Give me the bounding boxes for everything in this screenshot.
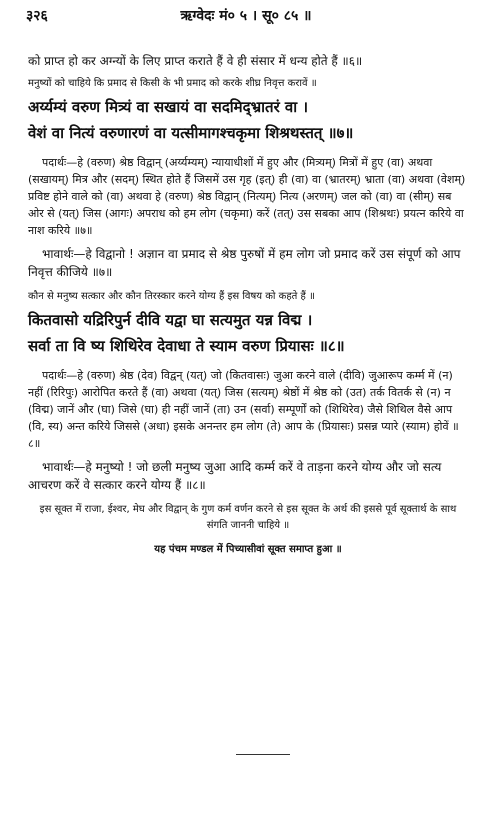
padartha-7: पदार्थः—हे (वरुण) श्रेष्ठ विद्वान् (अर्य्यम्यम्) न्यायाधीशों में हुए और (मित्र्यम्) मित्रों में हुए (वा) अथवा (सखायम्) मित्र और (सदम्) स्थित होते हैं जिसमें उस गृह (इत्) ही (वा) वा (भ्रातरम्) भ्राता (वा) अथवा (वेशम्) प्रविष्ट होने वाले को (वा) अथवा हे (वरुण) श्रेष्ठ विद्वान् (नित्यम्) नित्य (अरणम्) जल को (वा) वा (सीम्) सब ओर से (यत्) जिस (आगः) अपराध को हम लोग (चकृमा) करें (तत्) उस सबका आप (शिश्रथः) प्रयत्न करिये वा नाश करिये ॥७॥ [28,156,466,237]
mantra-8-line-1: कितवासो यद्रिरिपुर्न दीवि यद्वा घा सत्यमुत यन्न विद्म । [28,311,313,329]
page-header [26,6,466,30]
verse6-closing-text: को प्राप्त हो कर अग्न्यों के लिए प्राप्त कराते हैं वे ही संसार में धन्य होते हैं ॥६॥ [28,54,363,68]
mantra-7-line-1: अर्य्यम्यं वरुण मित्र्यं वा सखायं वा सदमिद्भ्रातरं वा । [28,98,309,116]
verse8-intro: कौन से मनुष्य सत्कार और कौन तिरस्कार करने योग्य हैं इस विषय को कहते हैं ॥ [28,291,316,302]
page-number: ३२६ [26,8,48,24]
page-body [28,52,468,558]
sukta-ending-note: यह पंचम मण्डल में पिच्यासीवां सूक्त समाप्त हुआ ॥ [154,544,342,555]
mantra-8-line-2: सर्वा ता वि ष्य शिथिरेव देवाधा ते स्याम वरुण प्रियासः ॥८॥ [28,337,345,355]
closing-rule [236,754,290,755]
padartha-8: पदार्थः—हे (वरुण) श्रेष्ठ (देव) विद्वन् (यत्) जो (कितवासः) जुआ करने वाले (दीवि) जुआरूप कर्म्म में (न) नहीं (रिरिपुः) आरोपित करते हैं (वा) अथवा (यत्) जिस (सत्यम्) श्रेष्ठों में श्रेष्ठ को (उत) तर्क वितर्क से (न) न (विद्म) जानें और (घा) जिसे (घा) ही नहीं जानें (ता) उन (सर्वा) सम्पूर्णों को (शिथिरेव) जैसे शिथिल वैसे आप (वि, स्य) अन्त करिये जिससे (अधा) इसके अनन्तर हम लोग (ते) आप के (प्रियासः) प्रसन्न प्यारे (स्याम) होवें ॥८॥ [28,369,459,450]
running-title: ऋग्वेदः मं० ५ । सू० ८५ ॥ [180,8,312,24]
bhavartha-8: भावार्थः—हे मनुष्यो ! जो छली मनुष्य जुआ आदि कर्म्म करें वे ताड़ना करने योग्य और जो सत्य आचरण करें वे सत्कार करने योग्य हैं ॥८॥ [28,460,442,492]
mantra-7-line-2: वेशं वा नित्यं वरुणारणं वा यत्सीमागश्चकृमा शिश्रथस्तत् ॥७॥ [28,124,354,142]
bhavartha-7: भावार्थः—हे विद्वानो ! अज्ञान वा प्रमाद से श्रेष्ठ पुरुषों में हम लोग जो प्रमाद करें उस संपूर्ण को आप निवृत्त कीजिये ॥७॥ [28,247,461,279]
verse7-intro: मनुष्यों को चाहिये कि प्रमाद से किसी के भी प्रमाद को करके शीघ्र निवृत्त करावें ॥ [28,78,317,89]
sukta-summary: इस सूक्त में राजा, ईश्वर, मेघ और विद्वान् के गुण कर्म वर्णन करने से इस सूक्त के अर्थ की इससे पूर्व सूक्तार्थ के साथ संगति जाननी चाहिये ॥ [39,504,457,531]
